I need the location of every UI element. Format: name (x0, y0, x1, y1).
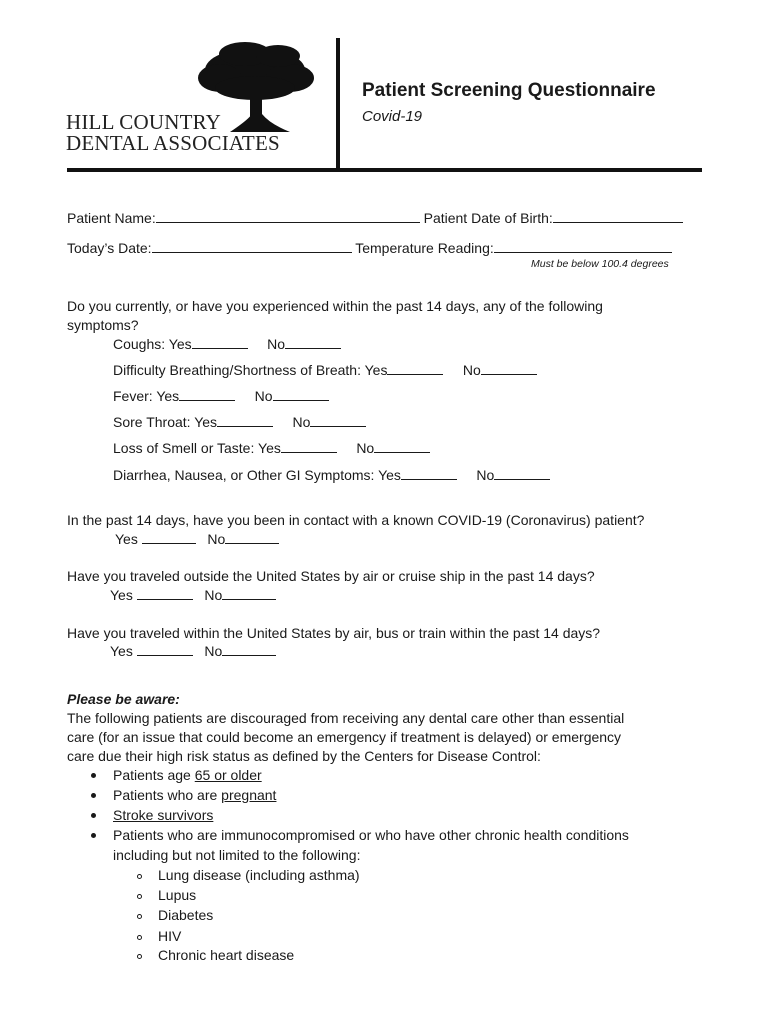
symptom-breathing: Difficulty Breathing/Shortness of Breath: Yes No (113, 362, 537, 378)
symptoms-question-line-2: symptoms? (67, 317, 139, 333)
header-divider (67, 168, 702, 172)
international-travel-question: Have you traveled outside the United States by air or cruise ship in the past 14 days? (67, 568, 595, 584)
temperature-label: Temperature Reading: (355, 240, 494, 256)
yes-field[interactable] (137, 587, 193, 600)
bullet-dot (91, 793, 96, 798)
bullet-dot (91, 833, 96, 838)
sub-bullet-circle (137, 874, 142, 879)
contact-answer: Yes No (115, 531, 279, 547)
bullet-stroke (113, 807, 213, 823)
sub-bullet-circle (137, 935, 142, 940)
temperature-note: Must be below 100.4 degrees (531, 258, 669, 270)
temperature-field[interactable] (494, 240, 672, 253)
sub-item-heart: Chronic heart disease (158, 947, 295, 963)
logo-line-2: DENTAL ASSOCIATES (66, 131, 280, 155)
patient-name-field[interactable] (156, 210, 420, 223)
dob-label: Patient Date of Birth: (423, 210, 553, 226)
yes-field[interactable] (387, 362, 443, 375)
dob-field[interactable] (553, 210, 683, 223)
contact-question: In the past 14 days, have you been in contact with a known COVID-19 (Coronavirus) patient? (67, 512, 645, 528)
no-field[interactable] (225, 531, 279, 544)
bullet-dot (91, 773, 96, 778)
bullet-pregnant: Patients who are pregnant (113, 787, 277, 803)
yes-field[interactable] (281, 440, 337, 453)
aware-heading: Please be aware: (67, 691, 180, 707)
no-field[interactable] (273, 388, 329, 401)
yes-field[interactable] (137, 643, 193, 656)
page-subtitle: Covid-19 (362, 108, 423, 125)
sub-bullet-circle (137, 894, 142, 899)
bullet-immuno-line-2: including but not limited to the following: (113, 847, 361, 863)
sub-bullet-circle (137, 914, 142, 919)
patient-name-row (67, 210, 683, 226)
no-field[interactable] (494, 467, 550, 480)
symptom-smell-taste: Loss of Smell or Taste: Yes No (113, 440, 430, 456)
yes-field[interactable] (142, 531, 196, 544)
no-field[interactable] (481, 362, 537, 375)
todays-date-field[interactable] (152, 240, 352, 253)
page-title: Patient Screening Questionnaire (362, 80, 656, 101)
aware-paragraph-line-1: The following patients are discouraged from receiving any dental care other than essential (67, 710, 625, 726)
domestic-travel-answer: Yes No (110, 643, 276, 659)
symptom-gi: Diarrhea, Nausea, or Other GI Symptoms: Yes No (113, 467, 550, 483)
todays-date-label: Today’s Date: (67, 240, 152, 256)
symptom-coughs: Coughs: Yes No (113, 336, 341, 352)
no-field[interactable] (222, 587, 276, 600)
symptom-fever: Fever: Yes No (113, 388, 329, 404)
symptoms-question-line-1: Do you currently, or have you experienced within the past 14 days, any of the following (67, 298, 603, 314)
vertical-divider (336, 38, 340, 168)
sub-item-hiv: HIV (158, 928, 182, 944)
symptom-sore-throat: Sore Throat: Yes No (113, 414, 366, 430)
logo-line-1: HILL COUNTRY (66, 110, 222, 134)
patient-name-label: Patient Name: (67, 210, 156, 226)
sub-item-lupus: Lupus (158, 887, 197, 903)
yes-field[interactable] (192, 336, 248, 349)
aware-paragraph-line-2: care (for an issue that could become an emergency if treatment is delayed) or emergency (67, 729, 622, 745)
no-field[interactable] (222, 643, 276, 656)
no-field[interactable] (285, 336, 341, 349)
bullet-age: Patients age 65 or older (113, 767, 262, 783)
sub-item-lung: Lung disease (including asthma) (158, 867, 360, 883)
aware-paragraph-line-3: care due their high risk status as defined by the Centers for Disease Control: (67, 748, 541, 764)
stroke-underlined: Stroke survivors (113, 807, 214, 823)
sub-item-diabetes: Diabetes (158, 907, 214, 923)
yes-field[interactable] (179, 388, 235, 401)
bullet-dot (91, 813, 96, 818)
yes-field[interactable] (401, 467, 457, 480)
yes-field[interactable] (217, 414, 273, 427)
sub-bullet-circle (137, 954, 142, 959)
no-field[interactable] (374, 440, 430, 453)
date-temp-row (67, 240, 672, 256)
no-field[interactable] (310, 414, 366, 427)
age-underlined: 65 or older (194, 767, 262, 783)
international-travel-answer: Yes No (110, 587, 276, 603)
pregnant-underlined: pregnant (221, 787, 277, 803)
domestic-travel-question: Have you traveled within the United States by air, bus or train within the past 14 days? (67, 625, 601, 641)
bullet-immuno-line-1: Patients who are immunocompromised or who have other chronic health conditions (113, 827, 629, 843)
